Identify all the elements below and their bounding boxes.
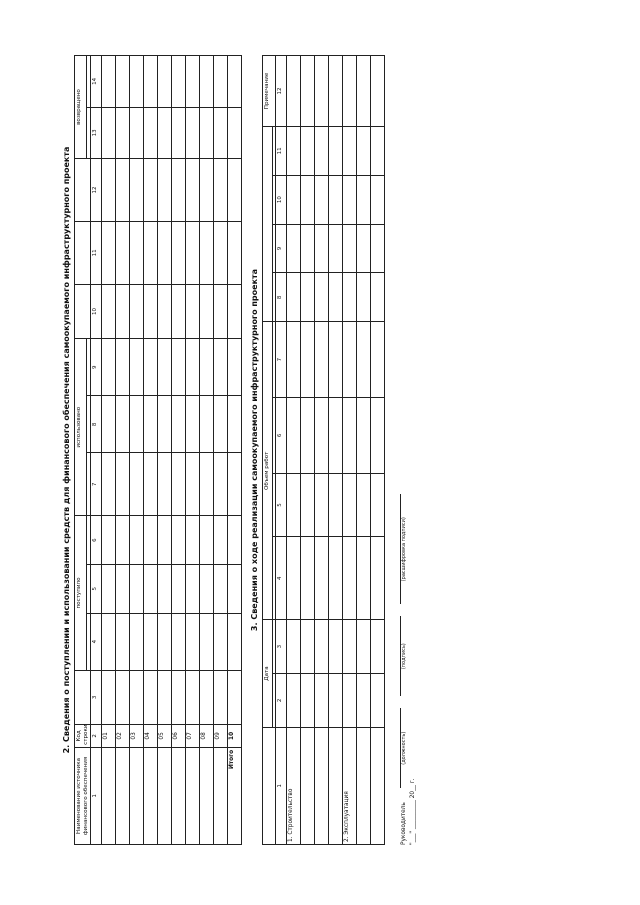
- table-row: [300, 56, 314, 845]
- date-line: "___" __________ 20__ г.: [410, 778, 417, 845]
- signature-caption: (подпись): [400, 643, 407, 670]
- table-row: [314, 56, 328, 845]
- funding-table: [74, 55, 242, 845]
- col-note-header: Примечание: [263, 56, 275, 127]
- table-row: 01: [102, 56, 116, 845]
- table-row: 04: [144, 56, 158, 845]
- signer-title: Руководитель: [400, 802, 407, 845]
- progress-table: [262, 55, 384, 845]
- total-row: Итого 10: [228, 56, 242, 845]
- table-row: 09: [214, 56, 228, 845]
- footnote: [469, 55, 475, 845]
- rotated-form-sheet: [60, 55, 560, 845]
- table-row: 02: [116, 56, 130, 845]
- col-date-group: Дата: [263, 620, 272, 727]
- col-received-group: поступило: [75, 516, 87, 670]
- table-row: 2. Эксплуатация: [342, 56, 356, 845]
- table-row: [370, 56, 384, 845]
- col-returned-group: возвращено: [75, 56, 87, 159]
- table-row: 08: [200, 56, 214, 845]
- table-row: 1. Строительство: [286, 56, 300, 845]
- col-used-group: использовано: [75, 339, 87, 516]
- position-caption: (должность): [400, 731, 407, 765]
- decoding-caption: (расшифровка подписи): [400, 517, 407, 582]
- table-row: 06: [172, 56, 186, 845]
- table-row: [356, 56, 370, 845]
- table-row: [328, 56, 342, 845]
- signature-block: [391, 55, 408, 845]
- table-row: 07: [186, 56, 200, 845]
- table-row: 03: [130, 56, 144, 845]
- col-code-header: Код строки: [75, 724, 91, 747]
- table-row: 05: [158, 56, 172, 845]
- column-index-row: 1 2 3 4 5 6 7 8 9 10 11 12 13 14: [91, 56, 102, 845]
- column-index-row: 1 2 3 4 5 6 7 8 9 10 11 12: [275, 56, 286, 845]
- section-2-title: 2. Сведения о поступлении и использовании средств для финансового обеспечения самоокупаемого инфраструктурного проекта: [62, 146, 71, 754]
- col-volume-group: Объем работ: [263, 322, 272, 620]
- col-source-header: Наименование источника финансового обеспечения: [75, 747, 91, 844]
- footnotes: [422, 55, 475, 845]
- section-3-title: 3. Сведения о ходе реализации самоокупаемого инфраструктурного проекта: [250, 268, 260, 632]
